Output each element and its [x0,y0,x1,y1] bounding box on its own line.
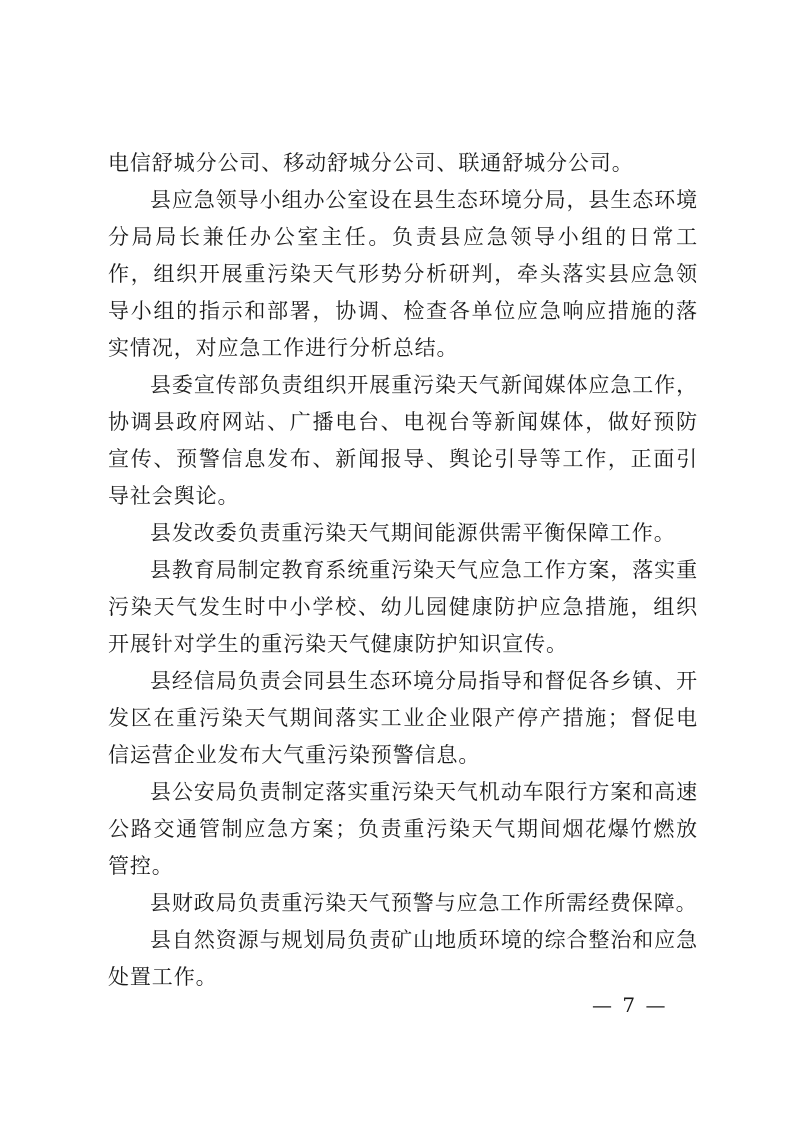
paragraph-development-reform: 县发改委负责重污染天气期间能源供需平衡保障工作。 [150,521,676,545]
paragraph-finance-bureau: 县财政局负责重污染天气预警与应急工作所需经费保障。 [150,891,698,915]
page-number: — 7 — [592,993,668,1017]
paragraph-education-bureau: 县教育局制定教育系统重污染天气应急工作方案，落实重污染天气发生时中小学校、幼儿园健康防护应急措施，组织开展针对学生的重污染天气健康防护知识宣传。 [108,558,698,656]
paragraph-public-security: 县公安局负责制定落实重污染天气机动车限行方案和高速公路交通管制应急方案；负责重污染天气期间烟花爆竹燃放管控。 [108,780,698,878]
paragraph-propaganda-dept: 县委宣传部负责组织开展重污染天气新闻媒体应急工作，协调县政府网站、广播电台、电视台等新闻媒体，做好预防宣传、预警信息发布、新闻报导、舆论引导等工作，正面引导社会舆论。 [108,373,698,508]
paragraph-continuation: 电信舒城分公司、移动舒城分公司、联通舒城分公司。 [108,151,634,175]
paragraph-natural-resources: 县自然资源与规划局负责矿山地质环境的综合整治和应急处置工作。 [108,928,698,989]
paragraph-economy-it-bureau: 县经信局负责会同县生态环境分局指导和督促各乡镇、开发区在重污染天气期间落实工业企业限产停产措施；督促电信运营企业发布大气重污染预警信息。 [108,669,698,767]
document-body [108,145,698,996]
paragraph-emergency-office: 县应急领导小组办公室设在县生态环境分局，县生态环境分局局长兼任办公室主任。负责县应急领导小组的日常工作，组织开展重污染天气形势分析研判，牵头落实县应急领导小组的指示和部署，协调、检查各单位应急响应措施的落实情况，对应急工作进行分析总结。 [108,188,698,360]
